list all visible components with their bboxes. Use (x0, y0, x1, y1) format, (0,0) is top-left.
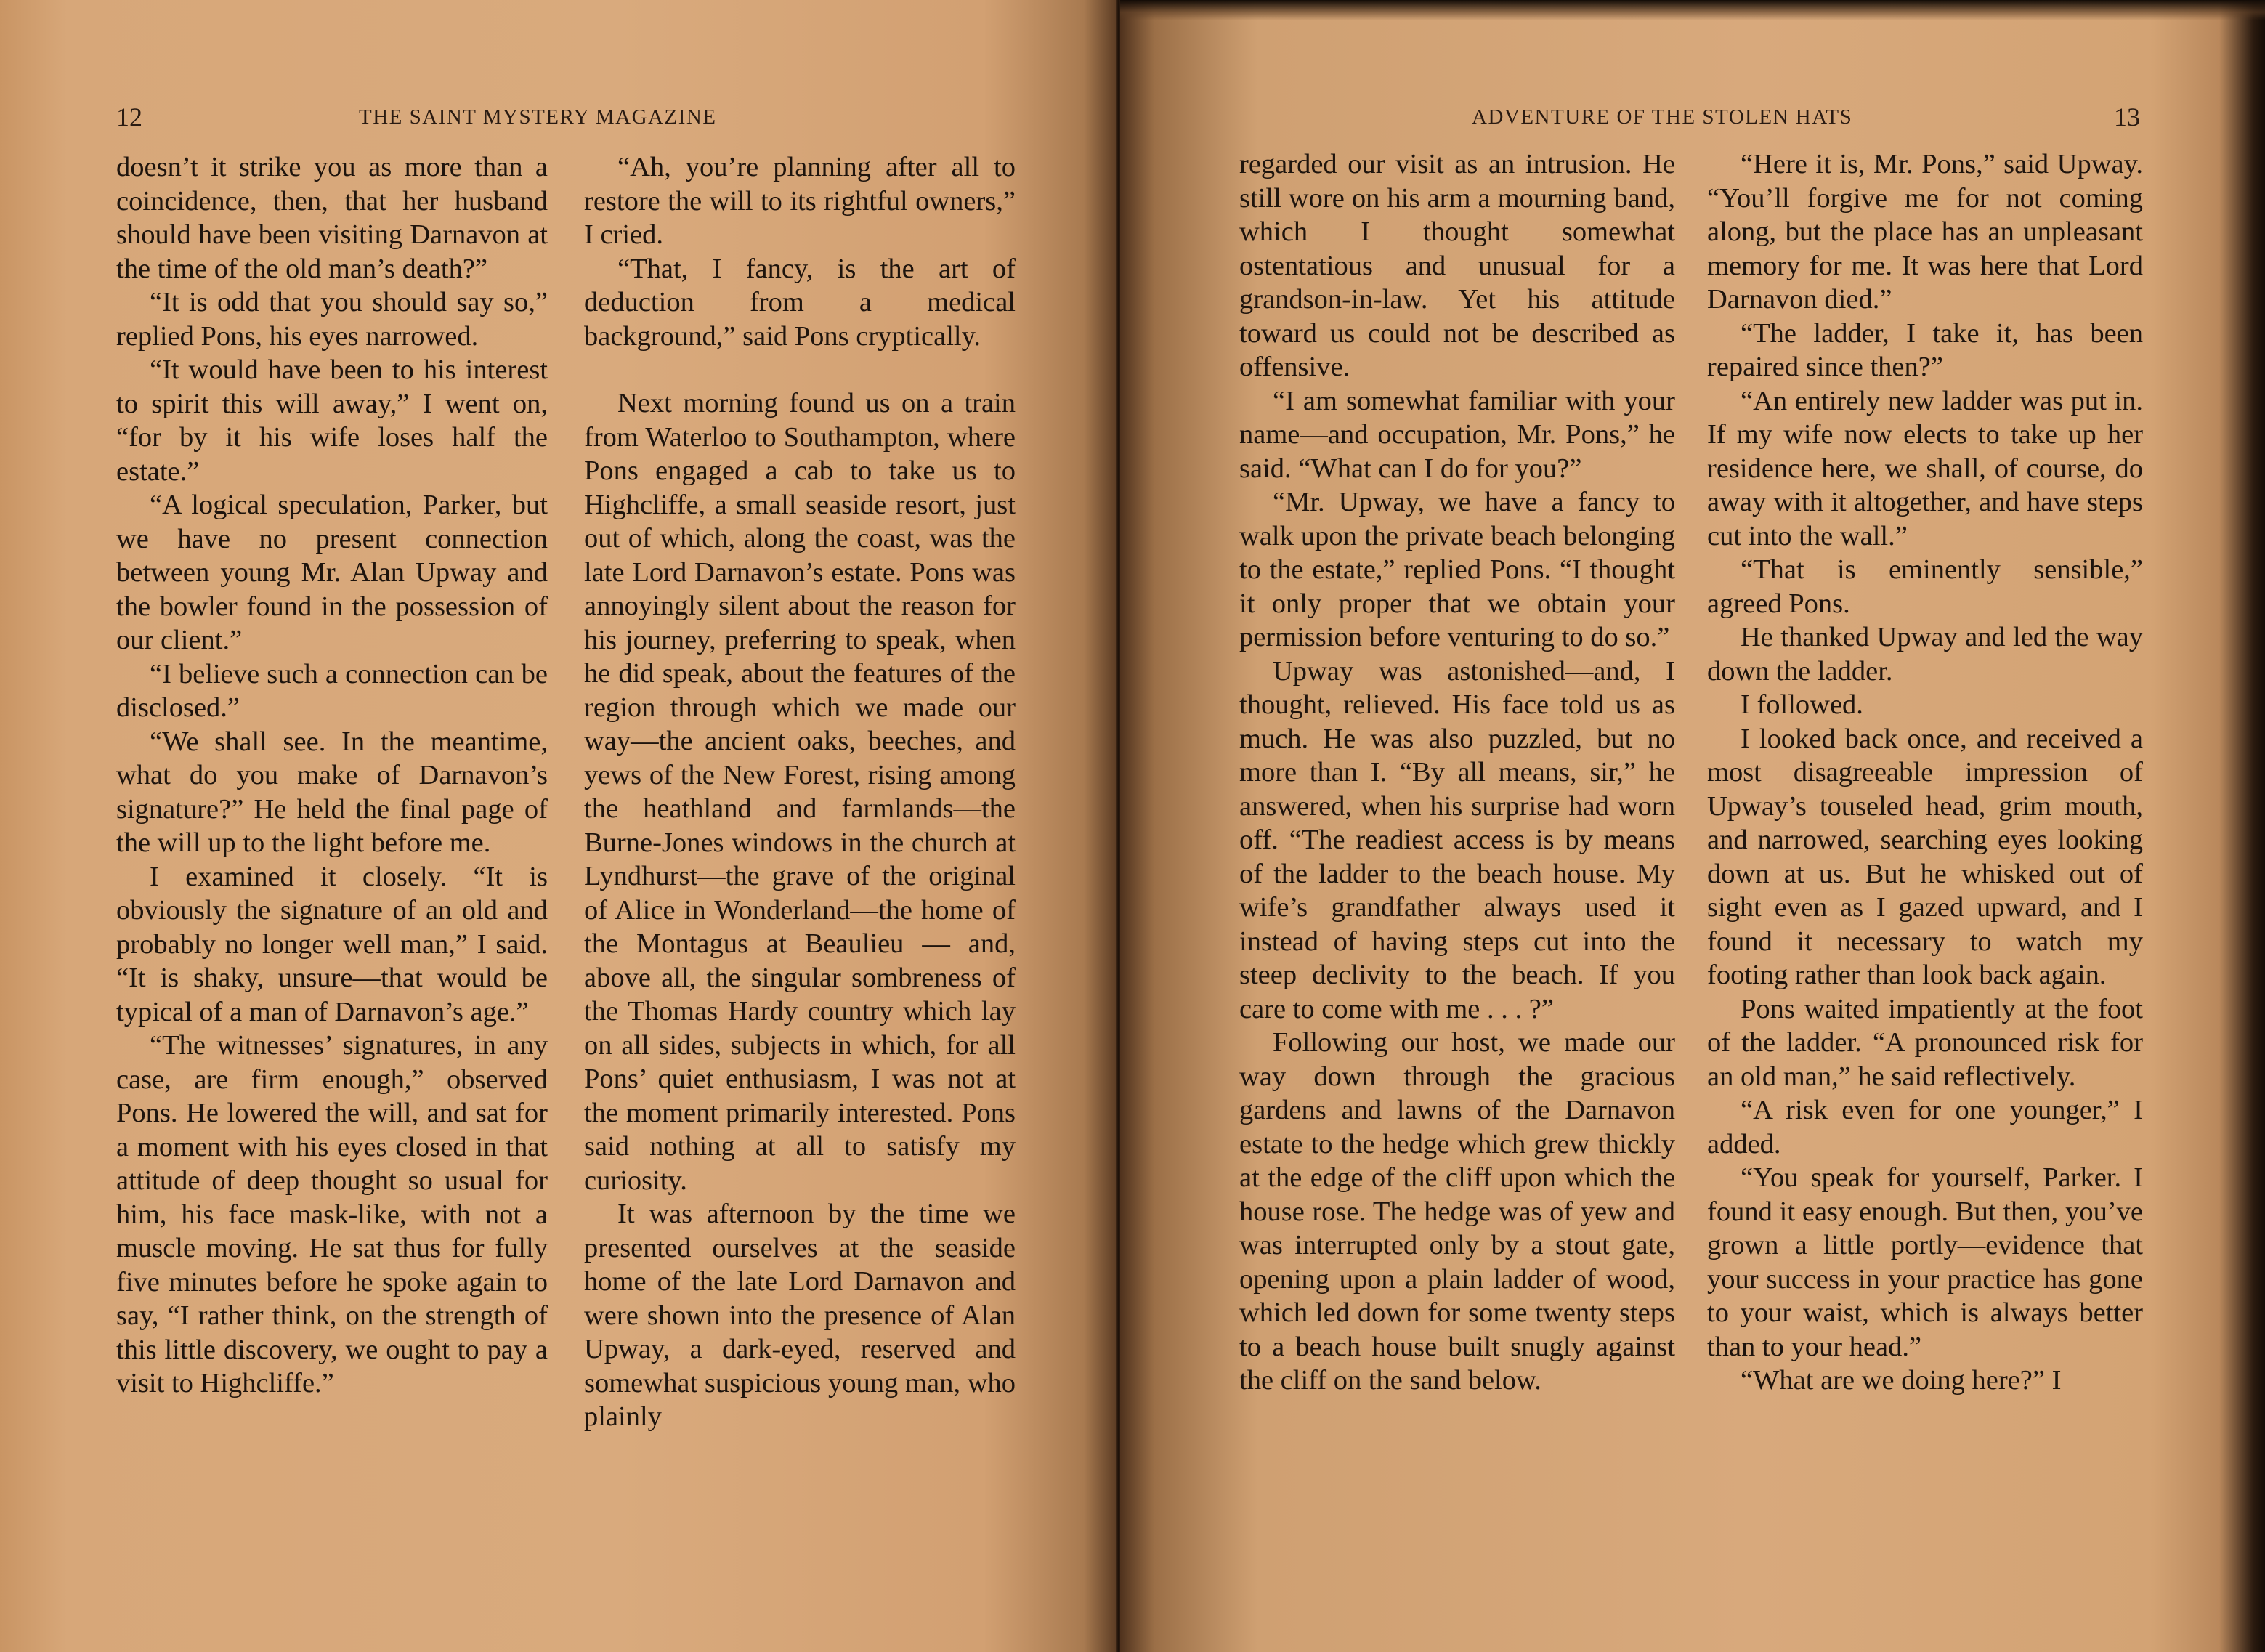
paragraph: “Here it is, Mr. Pons,” said Upway. “You’ll forgive me for not coming along, but the place has an unpleasant memory for me. It was here that Lord Darnavon died.” (1707, 149, 2143, 315)
paragraph: Pons waited impatiently at the foot of the ladder. “A pronounced risk for an old man,” he said reflectively. (1707, 993, 2143, 1092)
paragraph: Next morning found us on a train from Waterloo to Southampton, where Pons engaged a cab to take us to Highcliffe, a small seaside resort, just out of which, along the coast, was the late Lord Darnavon’s estate. Pons was annoyingly silent about the reason for his journey, preferring to speak, when he did speak, about the features of the region through which we made our way—the ancient oaks, beeches, and yews of the New Forest, rising among the heathland and farmlands—the Burne-Jones windows in the church at Lyndhurst—the grave of the original of Alice in Wonderland—the home of the Montagus at Beaulieu — and, above all, the singular sombreness of the Thomas Hardy country which lay on all sides, subjects in which, for all Pons’ quiet enthusiasm, I was not at the moment primarily interested. Pons said nothing at all to satisfy my curiosity. (584, 388, 1016, 1196)
paragraph: I followed. (1741, 689, 1863, 720)
paragraph: doesn’t it strike you as more than a coincidence, then, that her husband should have been visiting Darnavon at the time of the old man’s death?” (116, 152, 548, 284)
paragraph: Following our host, we made our way down through the gracious gardens and lawns of the Darnavon estate to the hedge which grew thickly at the edge of the cliff upon which the house rose. The hedge was of yew and was interrupted only by a stout gate, opening upon a plain ladder of wood, which led down for some twenty steps to a beach house built snugly against the cliff on the sand below. (1239, 1027, 1675, 1396)
paragraph: It was afternoon by the time we presented ourselves at the seaside home of the late Lord Darnavon and were shown into the presence of Alan Upway, a dark-eyed, reserved and somewhat suspicious young man, who plainly (584, 1199, 1016, 1432)
running-head: THE SAINT MYSTERY MAGAZINE (359, 105, 717, 129)
left-page (0, 0, 1117, 1652)
running-head: ADVENTURE OF THE STOLEN HATS (1472, 105, 1853, 129)
right-page (1120, 0, 2265, 1652)
paragraph: “An entirely new ladder was put in. If my wife now elects to take up her residence here, we shall, of course, do away with it altogether, and have steps cut into the wall.” (1707, 385, 2143, 551)
paragraph: “You speak for yourself, Parker. I found it easy enough. But then, you’ve grown a little portly—evidence that your success in your practice has gone to your waist, which is always better than to your head.” (1707, 1162, 2143, 1362)
paragraph: “Ah, you’re planning after all to restore the will to its rightful owners,” I cried. (584, 152, 1016, 250)
paragraph: “A risk even for one younger,” I added. (1707, 1095, 2143, 1159)
paragraph: Upway was astonished—and, I thought, relieved. His face told us as much. He was also puzzled, but no more than I. “By all means, sir,” he answered, when his surprise had worn off. “The readiest access is by means of the ladder to the beach house. My wife’s grandfather always used it instead of having steps cut into the steep declivity to the beach. If you care to come with me . . . ?” (1239, 655, 1675, 1024)
paragraph: He thanked Upway and led the way down the ladder. (1707, 622, 2143, 687)
paragraph: “A logical speculation, Parker, but we have no present connection between young Mr. Alan Upway and the bowler found in the possession of our client.” (116, 490, 548, 655)
paragraph: “That is eminently sensible,” agreed Pons. (1707, 554, 2143, 619)
text-column-1 (116, 150, 548, 1401)
paragraph: “It would have been to his interest to spirit this will away,” I went on, “for by it his wife loses half the estate.” (116, 355, 548, 487)
page-number: 13 (2114, 102, 2140, 131)
paragraph: “We shall see. In the meantime, what do you make of Darnavon’s signature?” He held the final page of the will up to the light before me. (116, 726, 548, 858)
paragraph: “It is odd that you should say so,” replied Pons, his eyes narrowed. (116, 287, 548, 352)
text-column-2 (584, 150, 1016, 1434)
paragraph: “What are we doing here?” I (1741, 1365, 2062, 1396)
paragraph: I looked back once, and received a most disagreeable impression of Upway’s touseled head, grim mouth, and narrowed, searching eyes looking down at us. But he whisked out of sight even as I gazed upward, and I found it necessary to watch my footing rather than look back again. (1707, 723, 2143, 990)
page-number: 12 (116, 102, 142, 131)
paragraph: “The ladder, I take it, has been repaired since then?” (1707, 317, 2143, 382)
paragraph: I examined it closely. “It is obviously the signature of an old and probably no longer well man,” I said. “It is shaky, unsure—that would be typical of a man of Darnavon’s age.” (116, 861, 548, 1027)
paragraph: “I believe such a connection can be disclosed.” (116, 658, 548, 723)
paragraph: regarded our visit as an intrusion. He still wore on his arm a mourning band, which I thought somewhat ostentatious and unusual for a grandson-in-law. Yet his attitude toward us could not be described as offensive. (1239, 149, 1675, 382)
page-edge-shadow (1120, 0, 2265, 20)
paragraph: “The witnesses’ signatures, in any case, are firm enough,” observed Pons. He lowered the will, and sat for a moment with his eyes closed in that attitude of deep thought so usual for him, his face mask-like, with not a muscle moving. He sat thus for fully five minutes before he spoke again to say, “I rather think, on the strength of this little discovery, we ought to pay a visit to Highcliffe.” (116, 1030, 548, 1398)
text-column-1 (1239, 147, 1675, 1398)
paragraph: “Mr. Upway, we have a fancy to walk upon the private beach belonging to the estate,” replied Pons. “I thought it only proper that we obtain your permission before venturing to do so.” (1239, 487, 1675, 652)
text-column-2 (1707, 147, 2143, 1398)
paragraph: “I am somewhat familiar with your name—and occupation, Mr. Pons,” he said. “What can I do for you?” (1239, 385, 1675, 484)
paragraph: “That, I fancy, is the art of deduction from a medical background,” said Pons cryptically. (584, 253, 1016, 352)
